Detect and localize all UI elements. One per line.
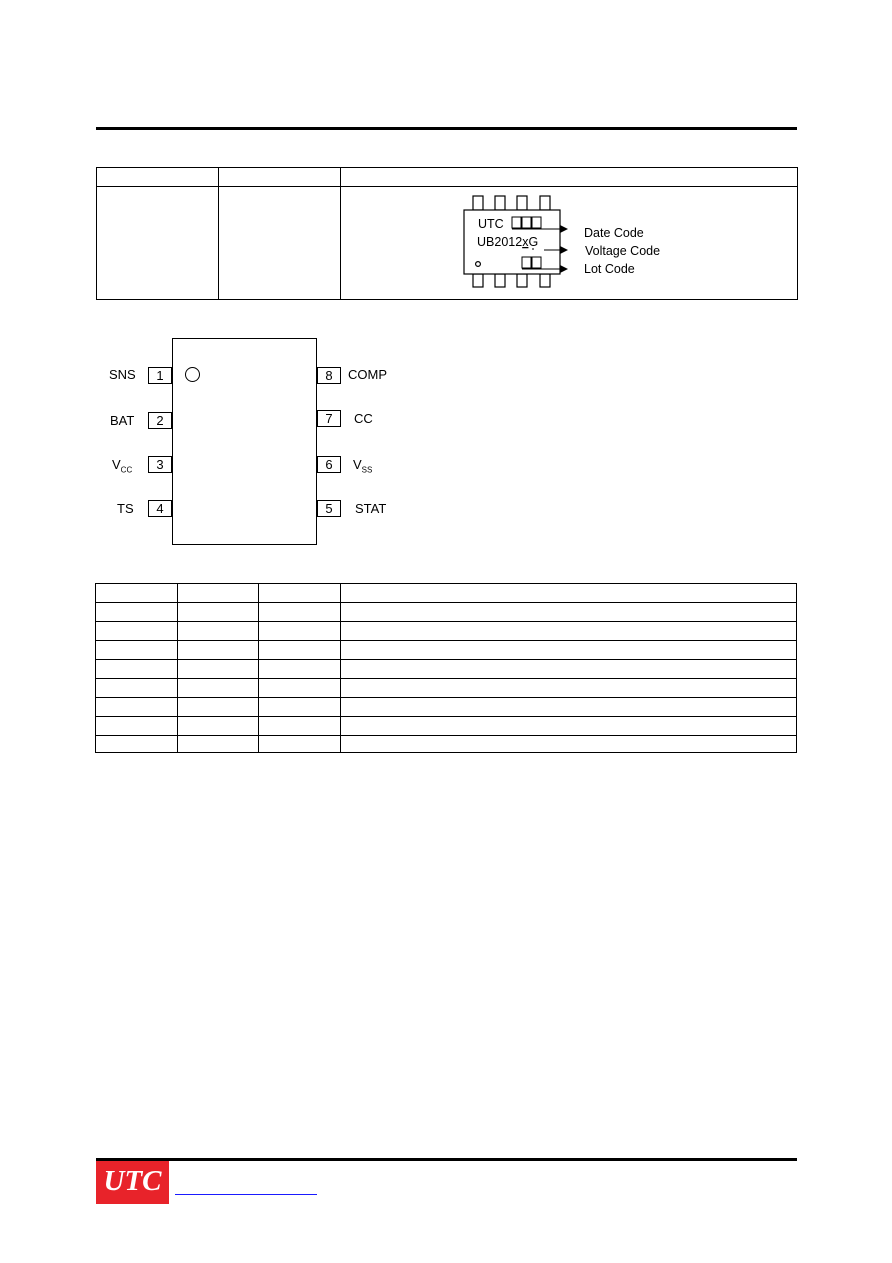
marking-table-header-line [97,186,797,187]
pin-label-vcc: $V_{CC}$ [112,457,133,475]
lot-code-arrow [560,265,568,273]
pin-box-1: 1 [148,367,172,384]
footer-link-underline[interactable] [175,1194,317,1195]
marking-table [96,167,798,300]
pin-label-stat: STAT [355,501,387,516]
header-rule [96,127,797,130]
pin-table-row-line-1 [96,602,796,603]
pin-table-row-line-2 [96,621,796,622]
footer-rule [96,1158,797,1161]
pin-label-comp: COMP [348,367,387,382]
utc-logo [96,1161,169,1204]
bottom-lead-3 [517,274,527,287]
pin-table-row-line-8 [96,735,796,736]
pin-table-col-divider-2 [258,584,259,752]
ic-pin1-circle [185,367,200,382]
date-code-label: Date Code [584,226,644,240]
pin-table-col-divider-3 [340,584,341,752]
top-lead-2 [495,196,505,210]
voltage-code-label: Voltage Code [585,244,661,258]
bottom-lead-2 [495,274,505,287]
pin-box-6: 6 [317,456,341,473]
pin-label-ts: TS [117,501,134,516]
top-lead-1 [473,196,483,210]
lot-code-label: Lot Code [584,262,635,276]
pin-label-sns: SNS [109,367,136,382]
marking-table-col-divider-1 [218,168,219,299]
voltage-code-arrow [560,246,568,254]
bottom-lead-4 [540,274,550,287]
pin-box-3: 3 [148,456,172,473]
pin-table-row-line-5 [96,678,796,679]
marking-diagram [455,190,685,292]
marking-part-text: UB2012xG [477,235,539,249]
utc-logo-text: UTC [103,1165,162,1197]
pin-box-7: 7 [317,410,341,427]
date-code-arrow [560,225,568,233]
pin-label-cc: CC [354,411,373,426]
pin-box-8: 8 [317,367,341,384]
top-lead-4 [540,196,550,210]
pin-table-row-line-3 [96,640,796,641]
pin-description-table [95,583,797,753]
bottom-lead-1 [473,274,483,287]
pin-box-4: 4 [148,500,172,517]
pin-table-row-line-4 [96,659,796,660]
pin-table-row-line-7 [96,716,796,717]
pin-box-5: 5 [317,500,341,517]
pin-table-row-line-6 [96,697,796,698]
marking-table-col-divider-2 [340,168,341,299]
marking-utc-text: UTC [478,217,504,231]
pin-label-bat: BAT [110,413,135,428]
pin-table-col-divider-1 [177,584,178,752]
pin-box-2: 2 [148,412,172,429]
pin-label-vss: $V_{SS}$ [353,457,373,475]
top-lead-3 [517,196,527,210]
